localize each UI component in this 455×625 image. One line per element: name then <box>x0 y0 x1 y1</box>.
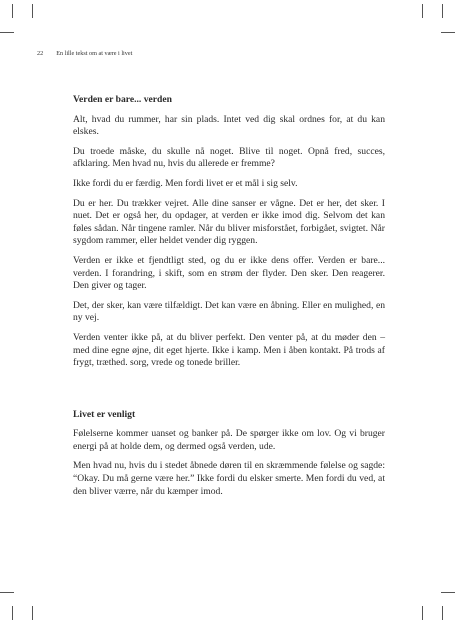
crop-mark <box>12 606 13 620</box>
paragraph: Følelserne kommer uanset og banker på. De spørger ikke om lov. Og vi bruger energi på at holde dem, og dermed også verden, ude. <box>73 428 385 452</box>
crop-mark <box>441 32 455 33</box>
section-livet <box>73 409 385 499</box>
paragraph: Men hvad nu, hvis du i stedet åbnede døren til en skræmmende følelse og sagde: “Okay. Du må gerne være her.” Ikke fordi du elsker smerte. Men fordi du ved, at den bliver værre, når du kæmper imod. <box>73 460 385 497</box>
paragraph: Verden venter ikke på, at du bliver perfekt. Den venter på, at du møder den – med dine egne øjne, dit eget hjerte. Ikke i kamp. Men i åben kontakt. På trods af frygt, træthed. sorg, vrede og tonede briller. <box>73 331 385 369</box>
crop-mark <box>32 4 33 18</box>
crop-mark <box>422 606 423 620</box>
crop-mark <box>441 592 455 593</box>
paragraph: Ikke fordi du er færdig. Men fordi livet er et mål i sig selv. <box>73 177 298 189</box>
crop-mark <box>442 606 443 620</box>
page-number: 22 <box>37 50 44 57</box>
crop-mark <box>32 606 33 620</box>
page-body <box>73 94 385 505</box>
paragraph: Du troede måske, du skulle nå noget. Blive til noget. Opnå fred, succes, afklaring. Men hvad nu, hvis du allerede er fremme? <box>73 145 385 170</box>
paragraph: Alt, hvad du rummer, har sin plads. Intet ved dig skal ordnes for, at du kan elskes. <box>73 113 385 138</box>
paragraph: Du er her. Du trækker vejret. Alle dine sanser er vågne. Det er her, det sker. I nuet. Det er også her, du opdager, at verden er ikke imod dig. Selvom det kan føles sådan. Når tingene ramler. Når du bliver misforstået, forbigået, svigtet. Når sygdom rammer, eller heldet vender dig ryggen. <box>73 197 385 247</box>
section-spacer <box>73 377 385 409</box>
crop-mark <box>12 4 13 18</box>
paragraph: Det, der sker, kan være tilfældigt. Det kan være en åbning. Eller en mulighed, en ny vej. <box>73 299 385 324</box>
section-heading: Livet er venligt <box>73 408 136 420</box>
section-verden <box>73 94 385 370</box>
crop-mark <box>0 32 14 33</box>
crop-mark <box>442 4 443 18</box>
crop-mark <box>422 4 423 18</box>
paragraph: Verden er ikke et fjendtligt sted, og du er ikke dens offer. Verden er bare... verden. I forandring, i skift, som en strøm der flyder. Den sker. Den reagerer. Den giver og tager. <box>73 254 385 292</box>
crop-mark <box>0 592 14 593</box>
running-title: En lille tekst om at være i livet <box>56 50 133 57</box>
running-head <box>37 50 132 57</box>
section-heading: Verden er bare... verden <box>73 94 172 105</box>
